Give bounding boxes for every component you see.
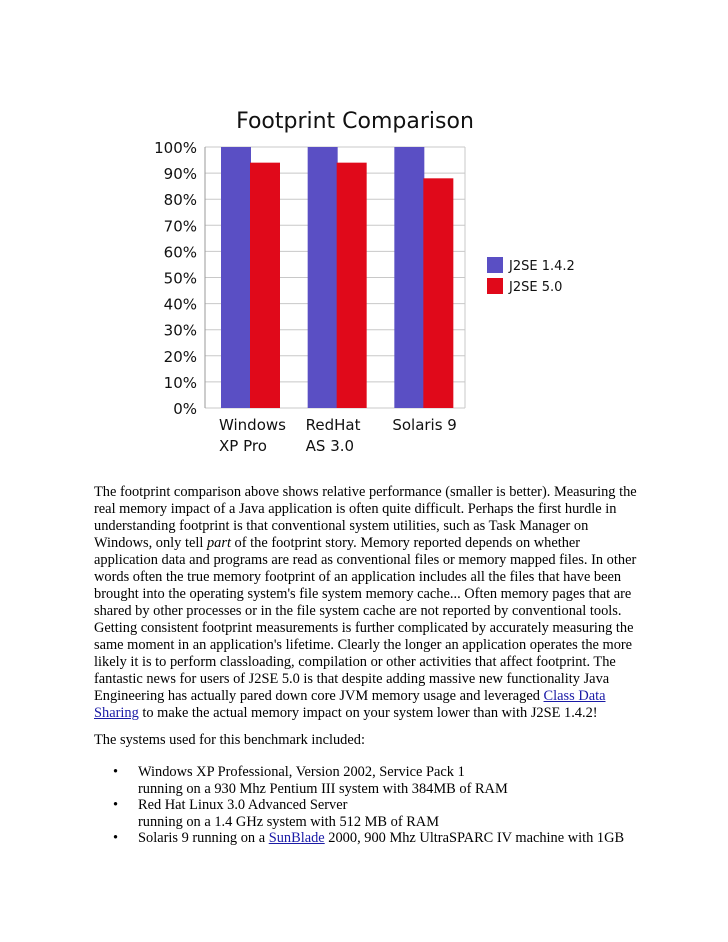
legend-swatch [487,257,503,273]
list-item [94,764,639,797]
system-line-2: running on a 1.4 GHz system with 512 MB of RAM [138,813,439,830]
bar [394,147,424,408]
x-tick-label: Windows [219,416,286,434]
x-tick-label: RedHat [305,416,361,434]
y-tick-label: 50% [163,269,197,288]
list-item [94,830,639,847]
y-tick-label: 80% [163,191,197,210]
legend-label: J2SE 5.0 [509,280,563,295]
y-tick-label: 100% [154,139,197,157]
y-tick-label: 20% [163,347,197,366]
bar [221,147,251,408]
footprint-chart [140,100,580,470]
paragraph-text-end: to make the actual memory impact on your system lower than with J2SE 1.4.2! [138,705,598,721]
y-tick-label: 60% [163,243,197,262]
bullet-icon: • [113,830,119,846]
y-tick-label: 40% [163,295,197,314]
paragraph-text-middle: of the footprint story. Memory reported depends on whether application data and programs are read as conventional files or memory mapped files. In other words often the true memory footprint of an application includes all the files that have been brought into the operating system's file system memory cache... Often memory pages that are shared by other processes or in the file system cache are not reported by conventional tools. Getting consistent footprint measurements is further complicated by accurately measuring the same moment in an application's lifetime. Clearly the longer an application operates the more likely it is to perform classloading, compilation or other activities that affect footprint. The fantastic news for users of J2SE 5.0 is that despite adding massive new functionality Java Engineering has actually pared down core JVM memory usage and leveraged [94,535,637,704]
bullet-icon: • [113,797,119,813]
legend-swatch [487,278,503,294]
x-tick-label: AS 3.0 [305,437,355,455]
y-tick-label: 10% [163,373,197,392]
y-tick-label: 90% [163,165,197,184]
x-tick-label: XP Pro [219,437,267,455]
bar [308,147,338,408]
systems-intro: The systems used for this benchmark included: [94,732,365,748]
class-data-sharing-link[interactable]: Class Data Sharing [94,688,606,721]
legend-label: J2SE 1.4.2 [509,259,575,274]
system-line-2: running on a 930 Mhz Pentium III system with 384MB of RAM [138,780,508,797]
bar [250,163,280,408]
bar [337,163,367,408]
system-text-end: 2000, 900 Mhz UltraSPARC IV machine with 1GB [324,830,625,846]
systems-list [94,764,639,847]
sunblade-link[interactable]: SunBlade [268,830,325,846]
system-line-1: Red Hat Linux 3.0 Advanced Server [138,797,348,813]
y-tick-label: 30% [163,321,197,340]
bar [423,178,453,408]
list-item [94,797,639,830]
emphasis-part: part [206,535,231,551]
bullet-icon: • [113,764,119,780]
system-line-1: Windows XP Professional, Version 2002, Service Pack 1 [138,764,465,780]
paragraph-text-start: The footprint comparison above shows relative performance (smaller is better). Measuring the real memory impact of a Java application is often quite difficult. Perhaps the first hurdle in understanding footprint is that conventional system utilities, such as Task Manager on Windows, only tell [94,484,637,551]
chart-title: Footprint Comparison [236,109,474,134]
footprint-paragraph [94,484,639,722]
y-tick-label: 70% [163,217,197,236]
x-tick-label: Solaris 9 [392,416,457,434]
y-tick-label: 0% [173,400,197,418]
system-text-start: Solaris 9 running on a [138,830,269,846]
